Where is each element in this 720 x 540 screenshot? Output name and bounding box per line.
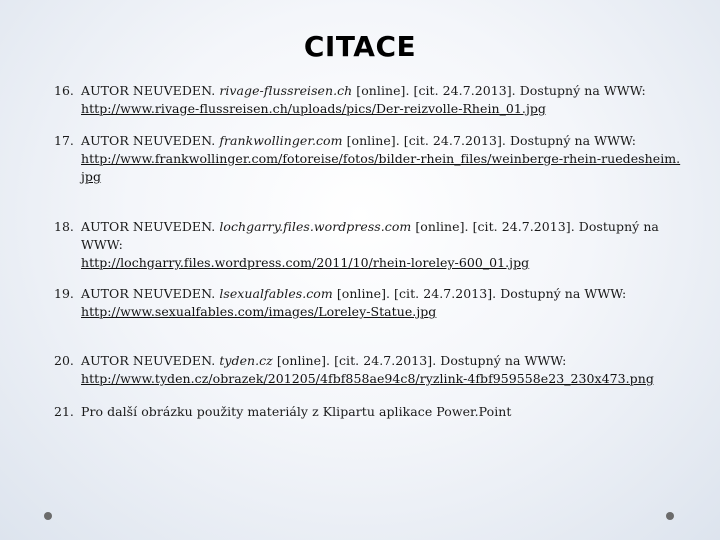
dot-icon — [44, 512, 52, 520]
reference-number: 20. — [54, 353, 74, 368]
reference-number: 17. — [54, 133, 74, 148]
reference-item-21 — [54, 403, 684, 421]
reference-item-19 — [54, 285, 684, 321]
reference-citation: [online]. [cit. 24.7.2013]. Dostupný na WWW: — [276, 353, 567, 368]
reference-link[interactable]: http://www.rivage-flussreisen.ch/uploads/pics/Der-reizvolle-Rhein_01.jpg — [81, 101, 546, 116]
dot-icon — [666, 512, 674, 520]
reference-number: 21. — [54, 404, 74, 419]
reference-author: AUTOR NEUVEDEN. — [81, 353, 216, 368]
reference-citation: [online]. [cit. 24.7.2013]. Dostupný na WWW: — [346, 133, 637, 148]
reference-site: lsexualfables.com — [219, 286, 333, 301]
reference-citation: [online]. [cit. 24.7.2013]. Dostupný na WWW: — [336, 286, 627, 301]
reference-item-16 — [54, 82, 684, 118]
reference-item-18 — [54, 218, 684, 272]
reference-author: AUTOR NEUVEDEN. — [81, 133, 216, 148]
reference-citation: [online]. [cit. 24.7.2013]. Dostupný na WWW: — [356, 83, 646, 98]
reference-link[interactable]: http://www.sexualfables.com/images/Loreley-Statue.jpg — [81, 304, 437, 319]
reference-site: rivage-flussreisen.ch — [219, 83, 353, 98]
reference-author: AUTOR NEUVEDEN. — [81, 286, 216, 301]
reference-link[interactable]: http://www.frankwollinger.com/fotoreise/fotos/bilder-rhein_files/weinberge-rhein-ruedesheim.jpg — [81, 151, 681, 184]
reference-number: 16. — [54, 83, 74, 98]
reference-link[interactable]: http://lochgarry.files.wordpress.com/2011/10/rhein-loreley-600_01.jpg — [81, 255, 530, 270]
reference-author: AUTOR NEUVEDEN. — [81, 219, 216, 234]
reference-note: Pro další obrázku použity materiály z Klipartu aplikace Power.Point — [81, 404, 512, 419]
reference-author: AUTOR NEUVEDEN. — [81, 83, 216, 98]
reference-site: frankwollinger.com — [219, 133, 343, 148]
reference-number: 19. — [54, 286, 74, 301]
reference-site: tyden.cz — [219, 353, 273, 368]
reference-number: 18. — [54, 219, 74, 234]
reference-item-17 — [54, 132, 684, 186]
reference-link[interactable]: http://www.tyden.cz/obrazek/201205/4fbf858ae94c8/ryzlink-4fbf959558e23_230x473.png — [81, 371, 654, 386]
reference-item-20 — [54, 352, 684, 388]
reference-citation: [online]. [cit. 24.7.2013]. Dostupný na WWW: — [81, 219, 659, 252]
reference-site: lochgarry.files.wordpress.com — [219, 219, 412, 234]
page-title: CITACE — [303, 30, 417, 63]
